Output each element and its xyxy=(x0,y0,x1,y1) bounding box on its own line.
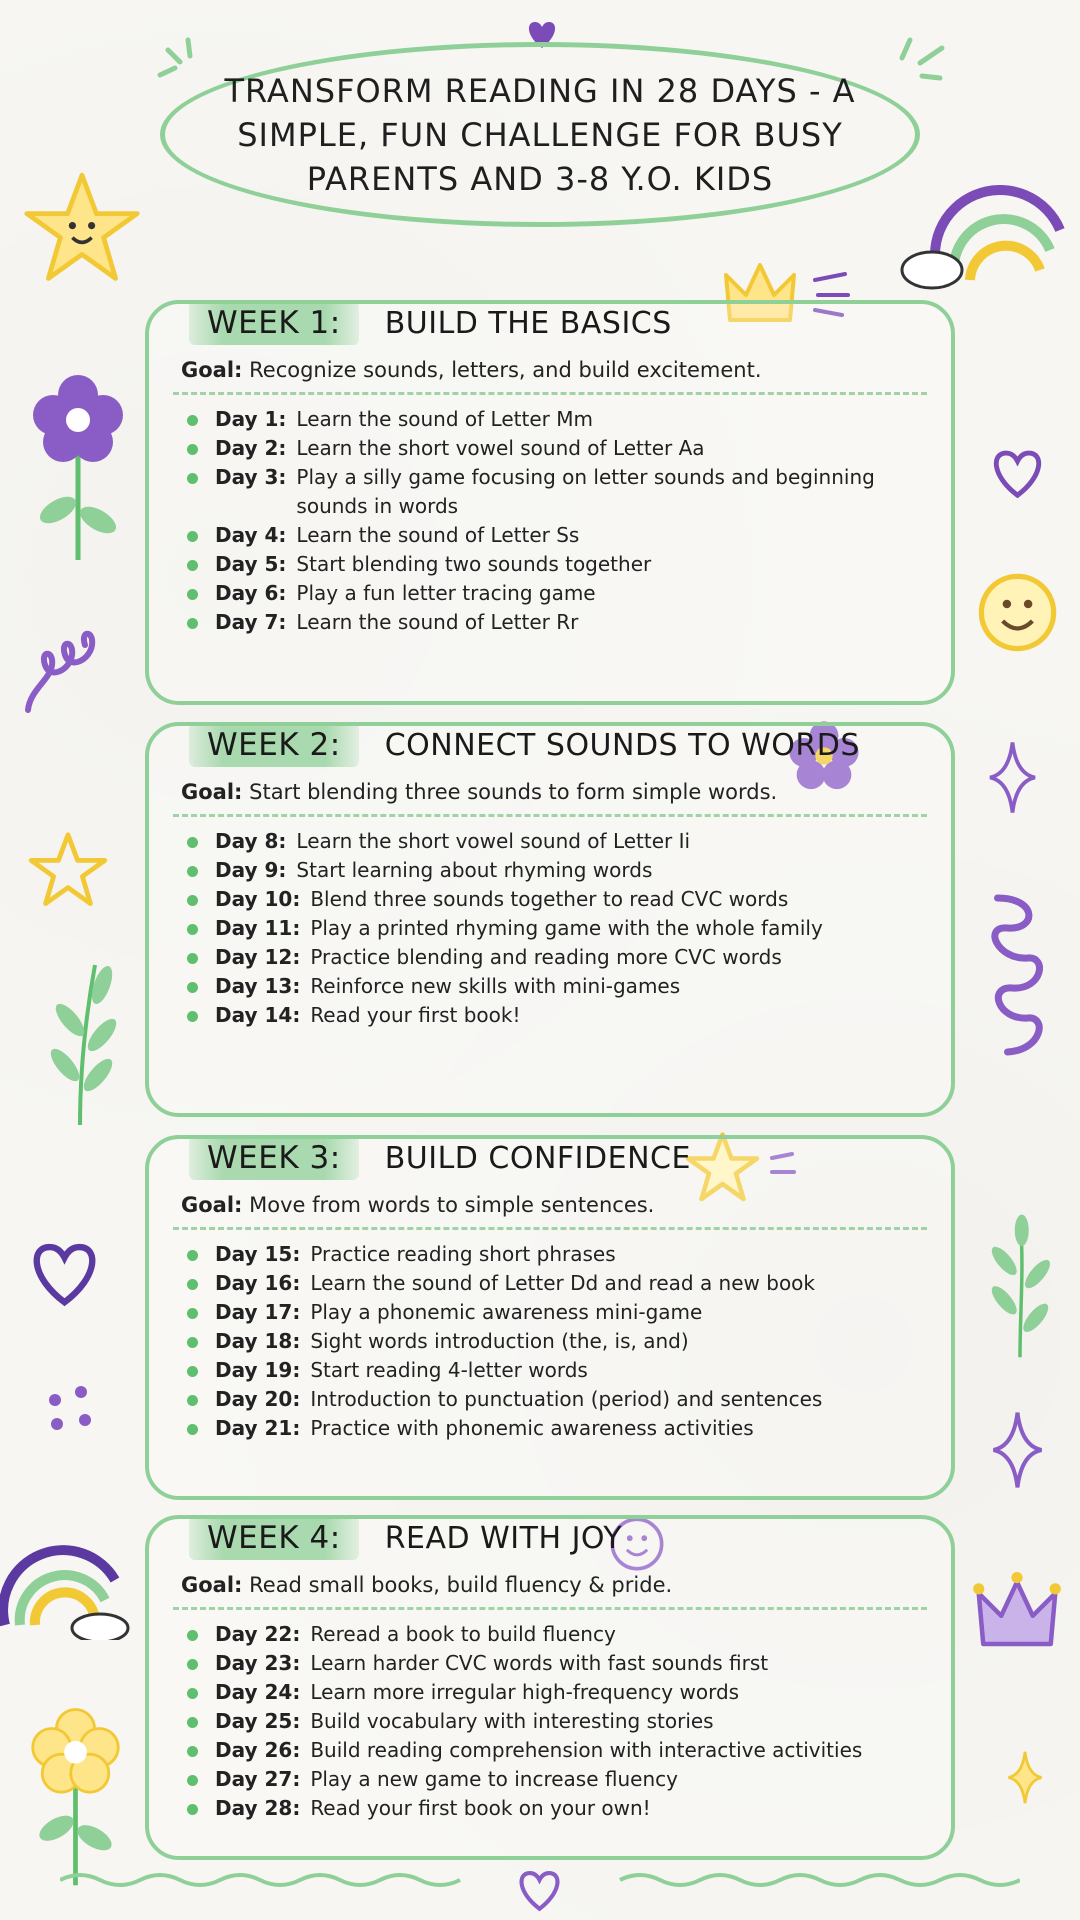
day-text: Learn more irregular high-frequency words xyxy=(310,1680,740,1704)
day-label: Day 21: xyxy=(215,1416,301,1440)
day-label: Day 24: xyxy=(215,1680,301,1704)
day-text: Learn the short vowel sound of Letter Ii xyxy=(296,829,691,853)
purple-flower-icon xyxy=(28,370,128,560)
goal-label: Goal: xyxy=(181,1193,243,1217)
list-item xyxy=(185,856,931,885)
day-text: Learn the sound of Letter Rr xyxy=(296,610,579,634)
list-item xyxy=(185,1649,931,1678)
sparkle-lines-icon xyxy=(150,30,210,90)
day-label: Day 22: xyxy=(215,1622,301,1646)
heart-outline-bottom-icon xyxy=(512,1862,567,1917)
day-label: Day 17: xyxy=(215,1300,301,1324)
list-item xyxy=(185,1001,931,1030)
day-text: Practice with phonemic awareness activities xyxy=(310,1416,754,1440)
day-text: Read your first book on your own! xyxy=(310,1796,651,1820)
sparkle-lines-icon-right xyxy=(880,28,950,98)
week-title: BUILD CONFIDENCE xyxy=(384,1140,691,1176)
sparkle-icon-right xyxy=(990,1410,1045,1490)
day-list xyxy=(149,827,951,1030)
day-text: Practice reading short phrases xyxy=(310,1242,616,1266)
goal-label: Goal: xyxy=(181,358,243,382)
week-header xyxy=(149,294,951,352)
day-label: Day 26: xyxy=(215,1738,301,1762)
week-goal xyxy=(149,358,951,382)
list-item xyxy=(185,1356,931,1385)
star-outline-icon xyxy=(28,830,108,910)
week-3-card xyxy=(145,1135,955,1500)
week-goal xyxy=(149,1193,951,1217)
day-text: Play a new game to increase fluency xyxy=(310,1767,678,1791)
day-text: Learn the sound of Letter Ss xyxy=(296,523,580,547)
list-item xyxy=(185,434,931,463)
day-text: Play a phonemic awareness mini-game xyxy=(310,1300,703,1324)
dashed-divider xyxy=(173,1227,927,1230)
yellow-flower-icon xyxy=(28,1700,123,1890)
list-item xyxy=(185,943,931,972)
week-label: WEEK 4: xyxy=(189,1516,359,1560)
sparkle-icon xyxy=(985,740,1040,815)
day-label: Day 5: xyxy=(215,552,287,576)
week-2-card xyxy=(145,722,955,1117)
day-text: Learn the sound of Letter Mm xyxy=(296,407,593,431)
week-goal xyxy=(149,1573,951,1597)
day-label: Day 19: xyxy=(215,1358,301,1382)
day-label: Day 18: xyxy=(215,1329,301,1353)
goal-text: Move from words to simple sentences. xyxy=(249,1193,655,1217)
list-item xyxy=(185,1385,931,1414)
week-label: WEEK 1: xyxy=(189,301,359,345)
week-title: READ WITH JOY xyxy=(384,1520,623,1556)
day-text: Blend three sounds together to read CVC words xyxy=(310,887,789,911)
list-item xyxy=(185,1414,931,1443)
list-item xyxy=(185,914,931,943)
list-item xyxy=(185,1678,931,1707)
week-4-card xyxy=(145,1515,955,1860)
list-item xyxy=(185,1707,931,1736)
spiral-icon xyxy=(985,890,1050,1060)
rainbow-cloud-icon xyxy=(900,170,1065,305)
day-text: Read your first book! xyxy=(310,1003,521,1027)
list-item xyxy=(185,827,931,856)
day-label: Day 7: xyxy=(215,610,287,634)
list-item xyxy=(185,1298,931,1327)
day-label: Day 8: xyxy=(215,829,287,853)
list-item xyxy=(185,1240,931,1269)
day-text: Practice blending and reading more CVC words xyxy=(310,945,782,969)
squiggle-icon xyxy=(20,610,120,720)
day-label: Day 6: xyxy=(215,581,287,605)
day-text: Start blending two sounds together xyxy=(296,552,652,576)
day-list xyxy=(149,405,951,637)
week-label: WEEK 3: xyxy=(189,1136,359,1180)
goal-text: Read small books, build fluency & pride. xyxy=(249,1573,673,1597)
day-label: Day 13: xyxy=(215,974,301,998)
day-text: Build vocabulary with interesting stories xyxy=(310,1709,714,1733)
goal-label: Goal: xyxy=(181,1573,243,1597)
day-label: Day 20: xyxy=(215,1387,301,1411)
list-item xyxy=(185,608,931,637)
list-item xyxy=(185,1620,931,1649)
week-header xyxy=(149,1509,951,1567)
day-text: Build reading comprehension with interactive activities xyxy=(310,1738,863,1762)
dashed-divider xyxy=(173,814,927,817)
day-list xyxy=(149,1240,951,1443)
day-text: Play a fun letter tracing game xyxy=(296,581,596,605)
day-text: Start reading 4-letter words xyxy=(310,1358,588,1382)
smiling-star-icon xyxy=(22,168,142,288)
day-label: Day 23: xyxy=(215,1651,301,1675)
list-item xyxy=(185,1269,931,1298)
list-item xyxy=(185,405,931,434)
week-title: CONNECT SOUNDS TO WORDS xyxy=(384,727,860,763)
heart-outline-left-icon xyxy=(22,1230,107,1315)
day-text: Start learning about rhyming words xyxy=(296,858,653,882)
dots-icon xyxy=(45,1380,100,1435)
day-text: Learn the short vowel sound of Letter Aa xyxy=(296,436,705,460)
list-item xyxy=(185,1736,931,1765)
list-item xyxy=(185,521,931,550)
list-item xyxy=(185,885,931,914)
list-item xyxy=(185,463,931,521)
day-text: Play a printed rhyming game with the whole family xyxy=(310,916,823,940)
day-label: Day 2: xyxy=(215,436,287,460)
week-header xyxy=(149,1129,951,1187)
week-label: WEEK 2: xyxy=(189,723,359,767)
day-label: Day 15: xyxy=(215,1242,301,1266)
day-label: Day 3: xyxy=(215,465,287,489)
day-label: Day 14: xyxy=(215,1003,301,1027)
day-label: Day 27: xyxy=(215,1767,301,1791)
day-label: Day 11: xyxy=(215,916,301,940)
day-label: Day 12: xyxy=(215,945,301,969)
day-label: Day 28: xyxy=(215,1796,301,1820)
day-label: Day 9: xyxy=(215,858,287,882)
week-1-card xyxy=(145,300,955,705)
dashed-divider xyxy=(173,392,927,395)
day-text: Learn the sound of Letter Dd and read a new book xyxy=(310,1271,815,1295)
list-item xyxy=(185,1327,931,1356)
leaf-branch-icon xyxy=(40,960,120,1125)
week-goal xyxy=(149,780,951,804)
day-label: Day 1: xyxy=(215,407,287,431)
day-text: Learn harder CVC words with fast sounds first xyxy=(310,1651,769,1675)
goal-label: Goal: xyxy=(181,780,243,804)
list-item xyxy=(185,1765,931,1794)
day-label: Day 10: xyxy=(215,887,301,911)
smiley-icon xyxy=(975,570,1060,655)
goal-text: Start blending three sounds to form simple words. xyxy=(249,780,778,804)
day-list xyxy=(149,1620,951,1823)
week-header xyxy=(149,716,951,774)
day-text: Reread a book to build fluency xyxy=(310,1622,616,1646)
list-item xyxy=(185,1794,931,1823)
rainbow-left-icon xyxy=(0,1520,130,1640)
day-label: Day 16: xyxy=(215,1271,301,1295)
day-text: Introduction to punctuation (period) and sentences xyxy=(310,1387,823,1411)
week-title: BUILD THE BASICS xyxy=(384,305,672,341)
goal-text: Recognize sounds, letters, and build excitement. xyxy=(249,358,762,382)
dashed-divider xyxy=(173,1607,927,1610)
list-item xyxy=(185,550,931,579)
crown-purple-icon xyxy=(972,1568,1062,1658)
page-title: TRANSFORM READING IN 28 DAYS - A SIMPLE, FUN CHALLENGE FOR BUSY PARENTS AND 3-8 Y.O. KIDS xyxy=(224,71,856,198)
leaf-branch-right-icon xyxy=(985,1195,1055,1375)
day-text: Reinforce new skills with mini-games xyxy=(310,974,681,998)
day-label: Day 4: xyxy=(215,523,287,547)
title-oval xyxy=(160,42,920,227)
heart-outline-icon xyxy=(985,440,1050,505)
day-text: Play a silly game focusing on letter sounds and beginning sounds in words xyxy=(296,465,875,518)
list-item xyxy=(185,972,931,1001)
sparkle-yellow-icon xyxy=(1005,1750,1045,1805)
day-text: Sight words introduction (the, is, and) xyxy=(310,1329,689,1353)
list-item xyxy=(185,579,931,608)
day-label: Day 25: xyxy=(215,1709,301,1733)
